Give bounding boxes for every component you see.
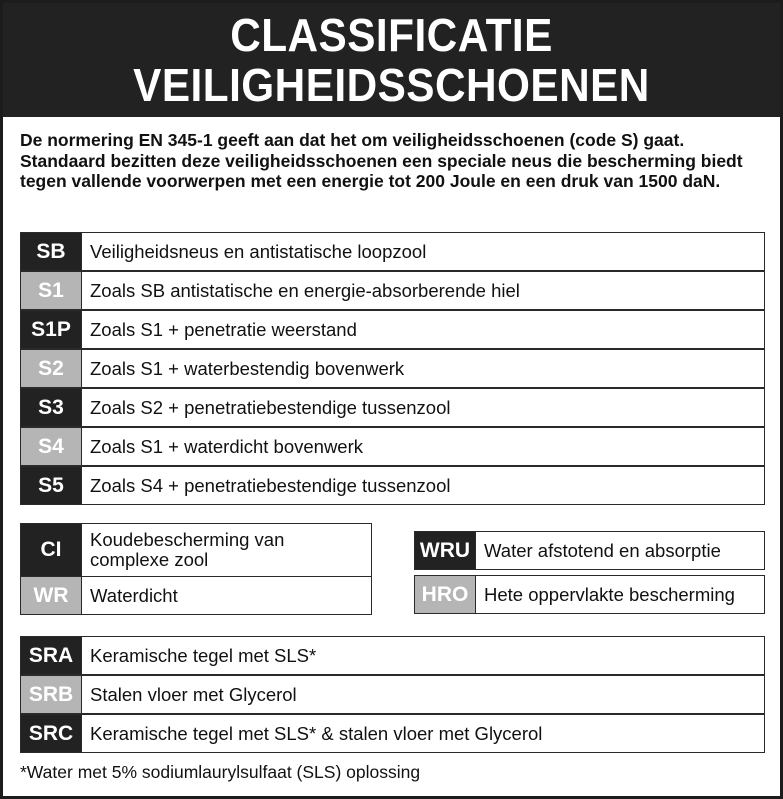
title-banner bbox=[3, 3, 780, 117]
description-cell: Veiligheidsneus en antistatische loopzool bbox=[81, 233, 426, 270]
classification-row-src bbox=[20, 714, 765, 753]
description-cell: Zoals S4 + penetratiebestendige tussenzool bbox=[81, 467, 450, 504]
classification-row-s2 bbox=[20, 349, 765, 388]
description-cell: Koudebescherming van complexe zool bbox=[81, 524, 360, 576]
code-cell: WR bbox=[21, 577, 81, 614]
classification-row-s5 bbox=[20, 466, 765, 505]
code-cell: S2 bbox=[21, 350, 81, 387]
code-cell: S5 bbox=[21, 467, 81, 504]
title-line-1: CLASSIFICATIE bbox=[230, 9, 553, 61]
classification-row-s1 bbox=[20, 271, 765, 310]
classification-row-s3 bbox=[20, 388, 765, 427]
code-cell: SRB bbox=[21, 676, 81, 713]
intro-paragraph: De normering EN 345-1 geeft aan dat het om veiligheidsschoenen (code S) gaat. Standaard bezitten deze veiligheidsschoenen een speciale neus die bescherming biedt tegen vallende voorwerpen met een energie tot 200 Joule en een druk van 1500 daN. bbox=[20, 130, 743, 191]
classification-row-srb bbox=[20, 675, 765, 714]
description-cell: Zoals S1 + waterdicht bovenwerk bbox=[81, 428, 363, 465]
description-cell: Keramische tegel met SLS* bbox=[81, 637, 316, 674]
code-cell: S1P bbox=[21, 311, 81, 348]
code-cell: SRA bbox=[21, 637, 81, 674]
classification-row-sb bbox=[20, 232, 765, 271]
code-cell: S1 bbox=[21, 272, 81, 309]
code-cell: HRO bbox=[415, 576, 475, 613]
classification-row-s1p bbox=[20, 310, 765, 349]
code-cell: CI bbox=[21, 524, 81, 576]
description-cell: Zoals S2 + penetratiebestendige tussenzool bbox=[81, 389, 450, 426]
description-cell: Zoals SB antistatische en energie-absorberende hiel bbox=[81, 272, 520, 309]
description-cell: Hete oppervlakte bescherming bbox=[475, 576, 735, 613]
description-cell: Waterdicht bbox=[81, 577, 178, 614]
classification-row-hro bbox=[414, 575, 765, 614]
code-cell: WRU bbox=[415, 532, 475, 569]
code-cell: SB bbox=[21, 233, 81, 270]
title-line-2: VEILIGHEIDSSCHOENEN bbox=[133, 59, 650, 111]
classification-row-wr bbox=[20, 576, 372, 615]
description-cell: Zoals S1 + penetratie weerstand bbox=[81, 311, 357, 348]
description-cell: Keramische tegel met SLS* & stalen vloer met Glycerol bbox=[81, 715, 542, 752]
code-cell: SRC bbox=[21, 715, 81, 752]
classification-row-sra bbox=[20, 636, 765, 675]
code-cell: S4 bbox=[21, 428, 81, 465]
description-cell: Stalen vloer met Glycerol bbox=[81, 676, 297, 713]
footnote: *Water met 5% sodiumlaurylsulfaat (SLS) oplossing bbox=[20, 762, 421, 782]
classification-row-s4 bbox=[20, 427, 765, 466]
code-cell: S3 bbox=[21, 389, 81, 426]
classification-row-ci bbox=[20, 523, 372, 577]
classification-row-wru bbox=[414, 531, 765, 570]
description-cell: Water afstotend en absorptie bbox=[475, 532, 721, 569]
description-cell: Zoals S1 + waterbestendig bovenwerk bbox=[81, 350, 404, 387]
